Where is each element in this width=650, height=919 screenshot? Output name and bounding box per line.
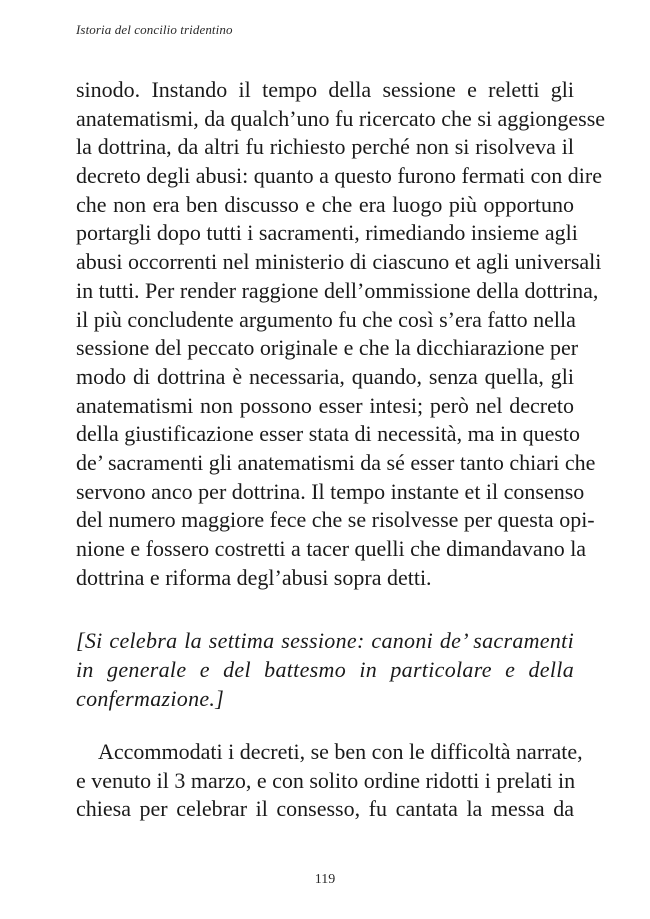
text-line: portargli dopo tutti i sacramenti, rimediando insieme agli [76,220,578,246]
text-line: anatematismi, da qualch’uno fu ricercato che si aggiongesse [76,105,606,131]
text-line: decreto degli abusi: quanto a questo furono fermati con dire [76,163,602,189]
heading-line: confermazione.] [76,686,225,711]
heading-line: in generale e del battesmo in particolare e della [76,657,574,682]
text-line: che non era ben discusso e che era luogo più opportuno [76,191,574,217]
section-heading [76,626,574,713]
text-line: del numero maggiore fece che se risolvesse per questa opi- [76,507,595,533]
text-line: il più concludente argumento fu che così s’era fatto nella [76,306,576,332]
body-paragraph [76,76,606,592]
text-line: sessione del peccato originale e che la dicchiarazione per [76,335,579,361]
text-line: e venuto il 3 marzo, e con solito ordine ridotti i prelati in [76,767,576,793]
text-line: chiesa per celebrar il consesso, fu cantata la messa da [76,796,574,822]
page-number: 119 [314,872,336,887]
text-line: servono anco per dottrina. Il tempo instante et il consenso [76,478,585,504]
text-line: dottrina e riforma degl’abusi sopra detti. [76,564,432,590]
body-paragraph [76,738,583,824]
text-line: modo di dottrina è necessaria, quando, senza quella, gli [76,363,574,389]
running-head: Istoria del concilio tridentino [76,22,233,37]
text-line: la dottrina, da altri fu richiesto perché non si risolveva il [76,134,574,160]
text-line: anatematismi non possono esser intesi; però nel decreto [76,392,574,418]
text-line: della giustificazione esser stata di necessità, ma in questo [76,421,581,447]
text-line: sinodo. Instando il tempo della sessione e reletti gli [76,77,574,102]
text-line: nione e fossero costretti a tacer quelli che dimandavano la [76,536,587,561]
text-line: abusi occorrenti nel ministerio di ciascuno et agli universali [76,249,602,275]
text-line: Accommodati i decreti, se ben con le difficoltà narrate, [98,739,583,764]
text-line: in tutti. Per render raggione dell’ommissione della dottrina, [76,277,599,303]
text-line: de’ sacramenti gli anatematismi da sé esser tanto chiari che [76,449,596,475]
heading-line: [Si celebra la settima sessione: canoni de’ sacramenti [76,628,574,653]
